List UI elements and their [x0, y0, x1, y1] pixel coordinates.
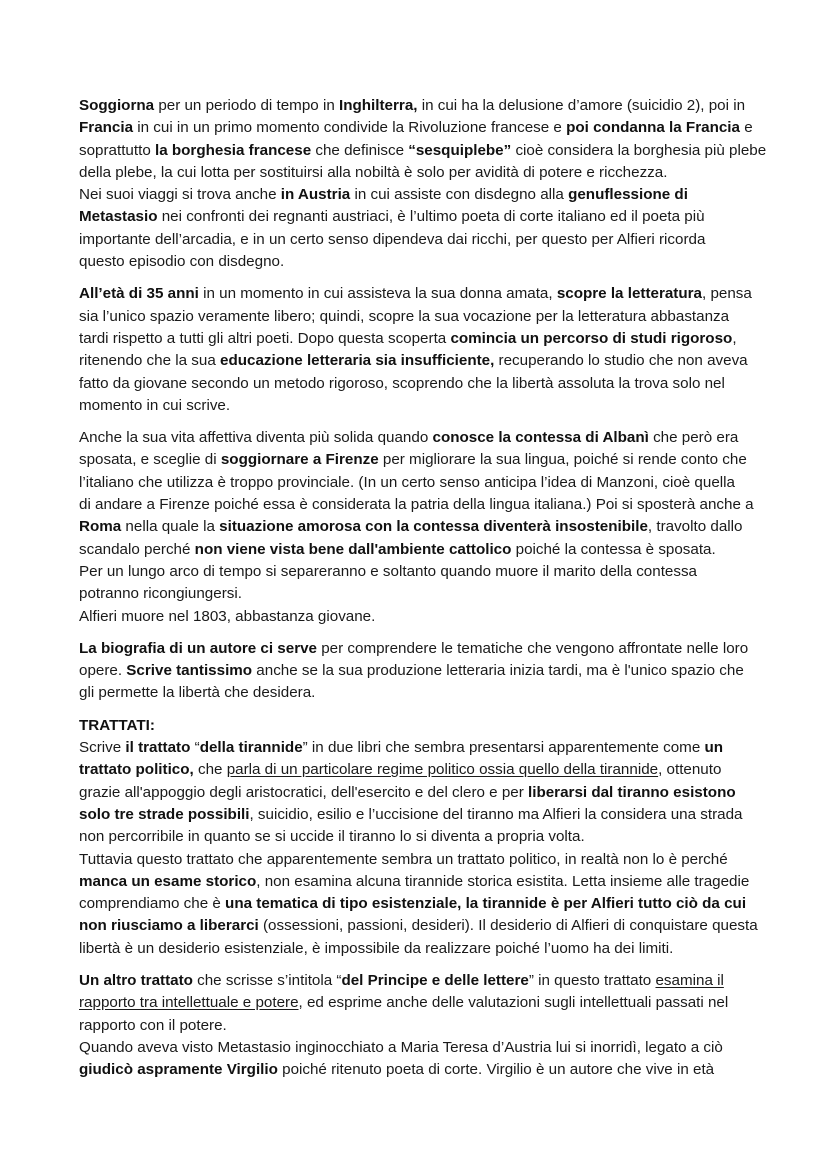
text-line: [79, 1059, 768, 1081]
text-run: in cui assiste con disdegno alla: [350, 186, 569, 204]
bold-text: All’età di 35 anni: [79, 285, 199, 303]
text-run: per un periodo di tempo in: [154, 97, 339, 114]
text-line: [79, 660, 768, 682]
text-line: [79, 206, 768, 228]
text-run: che: [193, 761, 227, 779]
text-line: [79, 373, 768, 395]
paragraph: [79, 715, 768, 960]
text-run: che definisce: [311, 141, 409, 159]
text-line: [79, 992, 768, 1014]
text-line: [79, 117, 768, 139]
document-body: [79, 95, 768, 1081]
text-run: “: [190, 739, 200, 757]
text-run: potranno ricongiungersi.: [79, 585, 242, 603]
bold-text: della tirannide: [199, 739, 303, 757]
text-line: [79, 449, 768, 471]
text-line: [79, 893, 768, 915]
underlined-text: esamina il: [655, 971, 724, 989]
text-run: cioè considera la borghesia più plebe: [511, 141, 767, 159]
bold-text: scopre la letteratura: [556, 285, 702, 303]
text-run: , non esamina alcuna tirannide storica esistita. Letta insieme alle tragedie: [256, 872, 750, 890]
text-run: in cui in un primo momento condivide la Rivoluzione francese e: [133, 119, 567, 137]
text-line: [79, 229, 768, 251]
bold-text: Un altro trattato: [79, 971, 193, 989]
text-line: [79, 759, 768, 781]
text-line: [79, 606, 768, 628]
text-run: sia l’unico spazio veramente libero; quindi, scopre la sua vocazione per la letteratura abbastanza: [79, 307, 730, 325]
text-line: [79, 782, 768, 804]
text-run: grazie all'appoggio degli aristocratici, dell'esercito e del clero e per: [79, 783, 529, 801]
text-line: [79, 638, 768, 660]
text-run: ritenendo che la sua: [79, 352, 221, 370]
text-run: ” in due libri che sembra presentarsi apparentemente come: [302, 739, 705, 757]
bold-text: soggiornare a Firenze: [220, 451, 379, 469]
text-run: ” in questo trattato: [528, 971, 656, 989]
paragraph: [79, 638, 768, 705]
text-run: sposata, e sceglie di: [79, 451, 221, 469]
text-line: [79, 561, 768, 583]
paragraph: [79, 427, 768, 628]
text-line: [79, 162, 768, 184]
underlined-text: rapporto tra intellettuale e potere: [79, 994, 299, 1012]
text-line: [79, 395, 768, 417]
text-line: [79, 1037, 768, 1059]
text-line: [79, 826, 768, 848]
bold-text: liberarsi dal tiranno esistono: [528, 783, 736, 801]
text-line: [79, 737, 768, 759]
text-run: poiché la contessa è sposata.: [511, 540, 716, 558]
bold-text: comincia un percorso di studi rigoroso: [450, 329, 733, 347]
text-run: l’italiano che utilizza è troppo provinciale. (In un certo senso anticipa l’idea di Manzoni, cioè quella: [79, 473, 735, 491]
bold-text: non riusciamo a liberarci: [79, 917, 259, 935]
text-run: e: [739, 119, 753, 137]
text-run: poiché ritenuto poeta di corte. Virgilio è un autore che vive in età: [277, 1061, 715, 1079]
bold-text: situazione amorosa con la contessa diventerà insostenibile: [219, 518, 648, 536]
text-run: , ed esprime anche delle valutazioni sugli intellettuali passati nel: [298, 994, 729, 1012]
bold-text: “sesquiplebe”: [408, 141, 512, 159]
bold-text: la borghesia francese: [154, 141, 312, 159]
text-run: momento in cui scrive.: [79, 396, 231, 414]
text-line: [79, 938, 768, 960]
bold-text: Soggiorna: [79, 97, 155, 114]
text-line: [79, 140, 768, 162]
text-run: (ossessioni, passioni, desideri). Il desiderio di Alfieri di conquistare questa: [258, 917, 758, 935]
bold-text: manca un esame storico: [79, 872, 257, 890]
text-run: per comprendere le tematiche che vengono affrontate nelle loro: [317, 639, 749, 657]
text-run: gli permette la libertà che desidera.: [79, 684, 316, 702]
text-line: [79, 184, 768, 206]
text-run: Scrive: [79, 739, 126, 757]
text-run: in un momento in cui assisteva la sua donna amata,: [198, 285, 557, 303]
text-run: fatto da giovane secondo un metodo rigoroso, scoprendo che la libertà assoluta la trova solo nel: [79, 374, 725, 392]
text-line: [79, 516, 768, 538]
text-run: , ottenuto: [658, 761, 722, 779]
bold-text: solo tre strade possibili: [79, 805, 250, 823]
bold-text: educazione letteraria sia insufficiente,: [220, 352, 495, 370]
text-run: di andare a Firenze poiché essa è considerata la patria della lingua italiana.) Poi si sposterà anche a: [79, 496, 754, 514]
text-run: , suicidio, esilio e l’uccisione del tiranno ma Alfieri la considera una strada: [249, 805, 743, 823]
text-run: libertà è un desiderio esistenziale, è impossibile da realizzare poiché l’uomo ha dei limiti.: [79, 939, 674, 957]
bold-text: genuflessione di: [568, 186, 688, 204]
text-run: che scrisse s’intitola “: [192, 971, 342, 989]
bold-text: Roma: [79, 518, 122, 536]
paragraph: [79, 970, 768, 1081]
text-line: [79, 494, 768, 516]
text-run: , travolto dallo: [647, 518, 743, 536]
bold-text: TRATTATI:: [79, 716, 155, 734]
text-run: Nei suoi viaggi si trova anche: [79, 186, 281, 204]
paragraph: [79, 283, 768, 417]
bold-text: una tematica di tipo esistenziale, la tirannide è per Alfieri tutto ciò da cui: [225, 895, 747, 913]
text-run: questo episodio con disdegno.: [79, 253, 285, 271]
text-run: , pensa: [702, 285, 752, 303]
text-line: [79, 95, 768, 117]
text-run: per migliorare la sua lingua, poiché si rende conto che: [378, 451, 747, 469]
bold-text: un: [704, 739, 724, 757]
bold-text: non viene vista bene dall'ambiente cattolico: [194, 540, 512, 558]
bold-text: Metastasio: [79, 208, 158, 226]
text-line: [79, 804, 768, 826]
text-run: non percorribile in quanto se si uccide il tiranno lo si diventa a propria volta.: [79, 828, 585, 846]
text-line: [79, 306, 768, 328]
text-line: [79, 427, 768, 449]
text-line: [79, 472, 768, 494]
text-run: Tuttavia questo trattato che apparentemente sembra un trattato politico, in realtà non lo è perché: [79, 850, 728, 868]
text-run: importante dell’arcadia, e in un certo senso dipendeva dai ricchi, per questo per Alfieri ricorda: [79, 230, 706, 248]
text-line: [79, 539, 768, 561]
text-run: Alfieri muore nel 1803, abbastanza giovane.: [79, 607, 376, 625]
text-run: nei confronti dei regnanti austriaci, è l’ultimo poeta di corte italiano ed il poeta più: [157, 208, 705, 226]
text-line: [79, 682, 768, 704]
bold-text: trattato politico,: [79, 761, 194, 779]
bold-text: in Austria: [280, 186, 351, 204]
text-line: [79, 583, 768, 605]
bold-text: Inghilterra,: [339, 97, 418, 114]
text-run: che però era: [648, 429, 739, 447]
bold-text: il trattato: [125, 739, 191, 757]
text-run: Anche la sua vita affettiva diventa più solida quando: [79, 429, 433, 447]
bold-text: del Principe e delle lettere: [341, 971, 529, 989]
text-run: comprendiamo che è: [79, 895, 226, 913]
text-run: nella quale la: [121, 518, 220, 536]
paragraph: [79, 95, 768, 273]
bold-text: Scrive tantissimo: [126, 662, 253, 680]
bold-text: La biografia di un autore ci serve: [79, 639, 318, 657]
text-run: Per un lungo arco di tempo si separeranno e soltanto quando muore il marito della contessa: [79, 562, 697, 580]
text-run: della plebe, la cui lotta per sostituirsi alla nobiltà è solo per avidità di potere e ricchezza.: [79, 163, 668, 181]
text-run: rapporto con il potere.: [79, 1016, 227, 1034]
text-run: Quando aveva visto Metastasio inginocchiato a Maria Teresa d’Austria lui si inorridì, legato a ciò: [79, 1038, 723, 1056]
text-run: soprattutto: [79, 141, 155, 159]
text-line: [79, 1015, 768, 1037]
bold-text: giudicò aspramente Virgilio: [79, 1061, 278, 1079]
bold-text: Francia: [79, 119, 134, 137]
underlined-text: parla di un particolare regime politico ossia quello della tirannide: [226, 761, 659, 779]
text-run: tardi rispetto a tutti gli altri poeti. Dopo questa scoperta: [79, 329, 451, 347]
text-run: anche se la sua produzione letteraria inizia tardi, ma è l'unico spazio che: [252, 662, 744, 680]
text-line: [79, 328, 768, 350]
text-line: [79, 970, 768, 992]
text-line: [79, 350, 768, 372]
text-run: ,: [732, 329, 737, 347]
text-line: [79, 849, 768, 871]
bold-text: conosce la contessa di Albanì: [432, 429, 649, 447]
text-line: [79, 871, 768, 893]
text-run: opere.: [79, 662, 127, 680]
text-run: in cui ha la delusione d’amore (suicidio 2), poi in: [417, 97, 746, 114]
bold-text: poi condanna la Francia: [566, 119, 740, 137]
text-run: recuperando lo studio che non aveva: [494, 352, 748, 370]
text-line: [79, 915, 768, 937]
text-run: scandalo perché: [79, 540, 195, 558]
text-line: [79, 283, 768, 305]
text-line: [79, 715, 768, 737]
text-line: [79, 251, 768, 273]
